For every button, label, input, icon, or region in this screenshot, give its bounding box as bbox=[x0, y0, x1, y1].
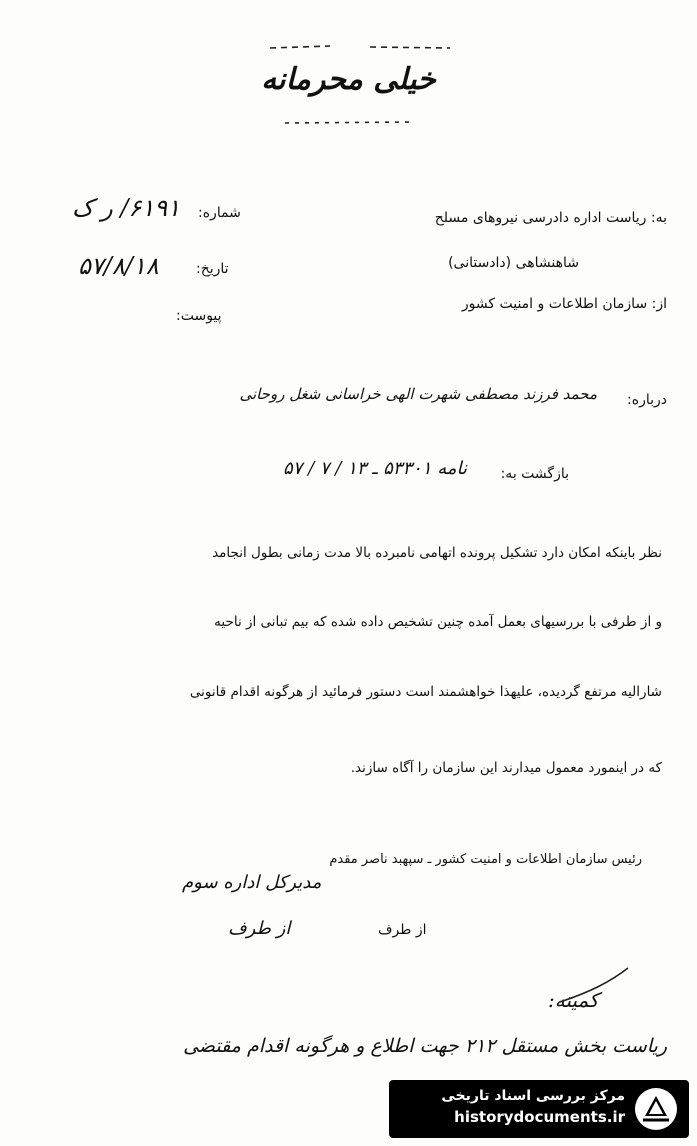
number-value: ۶۱۹۱/ ر ک bbox=[72, 194, 180, 222]
attachment-label: پیوست: bbox=[176, 308, 222, 324]
watermark-url: historydocuments.ir bbox=[454, 1108, 625, 1126]
to-line-2: شاهنشاهی (دادستانی) bbox=[448, 255, 579, 271]
reference-value: نامه ۵۳۳۰۱ ـ ۱۳ / ۷ / ۵۷ bbox=[283, 458, 467, 479]
signature-handwritten-note: مدیرکل اداره سوم bbox=[182, 872, 322, 893]
archive-logo-icon bbox=[633, 1086, 679, 1132]
signature-right-label: از طرف bbox=[378, 922, 427, 938]
watermark-name: مرکز بررسی اسناد تاریخی bbox=[441, 1088, 625, 1104]
margin-note-flourish bbox=[540, 962, 640, 1022]
body-line-4: که در اینمورد معمول میدارند این سازمان را آگاه سازند. bbox=[350, 760, 662, 776]
body-line-1: نظر باینکه امکان دارد تشکیل پرونده اتهامی نامبرده بالا مدت زمانی بطول انجامد bbox=[212, 545, 662, 561]
subject-label: درباره: bbox=[627, 392, 667, 408]
margin-note-body: ریاست بخش مستقل ۲۱۲ جهت اطلاع و هرگونه اقدام مقتضی bbox=[183, 1035, 667, 1057]
number-label: شماره: bbox=[198, 205, 241, 221]
watermark bbox=[389, 1080, 689, 1138]
body-line-3: شارالیه مرتفع گردیده، علیهذا خواهشمند است دستور فرمائید از هرگونه اقدام قانونی bbox=[189, 684, 662, 700]
header-scratch bbox=[260, 40, 460, 56]
subject-value: محمد فرزند مصطفی شهرت الهی خراسانی شغل روحانی bbox=[239, 385, 597, 403]
signature-typed: رئیس سازمان اطلاعات و امنیت کشور ـ سپهبد ناصر مقدم bbox=[329, 852, 642, 867]
from-line: از: سازمان اطلاعات و امنیت کشور bbox=[461, 296, 667, 312]
signature-left-label: از طرف bbox=[228, 918, 291, 939]
body-line-2: و از طرفی با بررسیهای بعمل آمده چنین تشخیص داده شده که بیم تبانی از ناحیه bbox=[214, 614, 662, 630]
classification-title: خیلی محرمانه bbox=[261, 62, 436, 97]
date-value: ۵۷/۸/۱۸ bbox=[78, 252, 159, 280]
title-underline bbox=[280, 116, 420, 130]
reference-label: بازگشت به: bbox=[500, 466, 569, 482]
margin-note-heading: کمیته: bbox=[548, 988, 599, 1012]
to-line-1: به: ریاست اداره دادرسی نیروهای مسلح bbox=[434, 210, 667, 226]
date-label: تاریخ: bbox=[196, 261, 229, 277]
